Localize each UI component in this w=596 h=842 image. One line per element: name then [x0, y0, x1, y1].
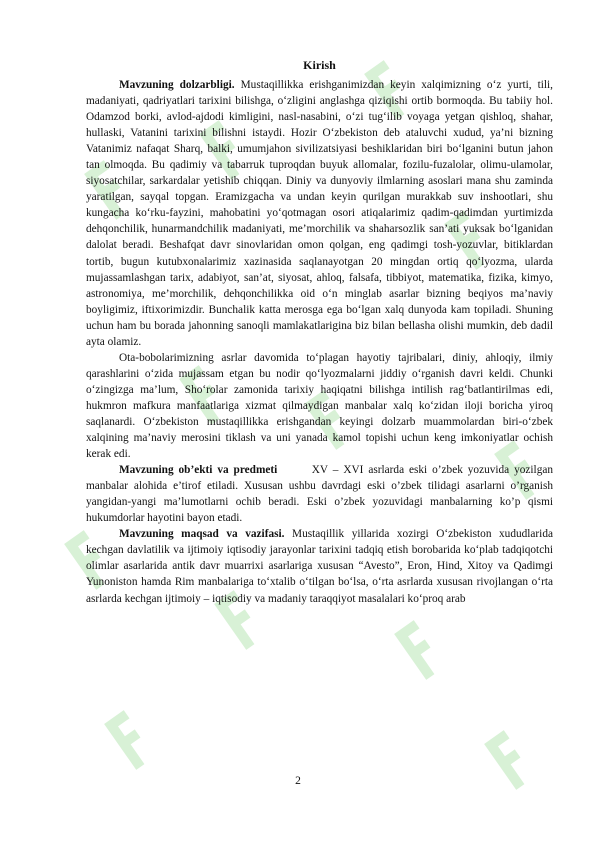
paragraph — [86, 526, 553, 606]
page-number: 2 — [295, 775, 301, 787]
paragraph-text: Mustaqillikka erishganimizdan keyin xalqimizning o‘z yurti, tili, madaniyati, qadriyatlari tarixini bilishga, o‘zligini anglashga qiziqishi ortib bormoqda. Bu tabiiy hol. Odamzod borki, avlod-ajdodi kimligini, nasl-nasabini, o‘zi tug‘ilib voyaga yetgan qishloq, shahar, hullaski, Vatanini tarixini bilishni istaydi. Hozir O‘zbekiston deb ataluvchi xudud, ya’ni bizning Vatanimiz nafaqat Sharq, balki, umumjahon sivilizatsiyasi beshiklaridan biri bo‘lganini butun jahon tan olmoqda. Bu qadimiy va tabarruk tuproqdan buyuk allomalar, fozilu-fuzalolar, olimu-ulamolar, siyosatchilar, sarkardalar yetishib chiqqan. Diniy va dunyoviy ilmlarning asoslari mana shu zaminda yaratilgan, sayqal topgan. Eramizgacha va undan keyin qurilgan murakkab suv inshootlari, shu kungacha ko‘rku-fayzini, mahobatini yo‘qotmagan osori atiqalarimiz qadim-qadimdan yurtimizda dehqonchilik, hunarmandchilik madaniyati, me’morchilik va shaharsozlik san’ati yuksak bo‘lganidan dalolat beradi. Beshafqat davr sinovlaridan omon qolgan, eng qadimgi tosh-yozuvlar, bitiklardan tortib, bugun kutubxonalarimiz xazinasida saqlanayotgan 20 mingdan ortiq qo‘lyozma, ularda mujassamlashgan tarix, adabiyot, san’at, siyosat, ahloq, falsafa, tibbiyot, matematika, fizika, kimyo, astronomiya, me’morchilik, dehqonchilikka oid o‘n minglab asarlar bizning beqiyos ma’naviy boyligimiz, iftixorimizdir. Bunchalik katta merosga ega bo‘lgan xalq dunyoda kam topiladi. Shuning uchun ham bu borada jahonning sanoqli mamlakatlarigina biz bilan bellasha olishi mumkin, deb dadil ayta olamiz. — [86, 79, 553, 348]
section-heading: Mavzuning ob’ekti va predmeti — [119, 464, 278, 477]
paragraph-text: XV – XVI asrlarda eski o’zbek yozuvida yozilgan manbalar alohida e’tirof etiladi. Xususan ushbu davrdagi eski o’zbek tilidagi asarlarni o’rganish yangidan-yangi ma’lumotlarni ochib beradi. Eski o’zbek yozuvidagi manbalarning ko’p qismi hukumdorlar hayotini bayon etadi. — [86, 464, 554, 525]
watermark-mark — [394, 620, 446, 680]
section-heading: Mavzuning maqsad va vazifasi. — [119, 528, 285, 541]
page-title: Kirish — [303, 58, 336, 72]
paragraph — [86, 462, 553, 526]
paragraph-text: Mustaqillik yillarida xozirgi O‘zbekiston xududlarida kechgan davlatilik va ijtimoiy iqtisodiy jarayonlar tarixini tadqiq etish borobarida ko‘plab tadqiqotchi olimlar asarlarida antik davr muarrixi asarlariga xususan “Avesto”, Eron, Hind, Xitoy va Qadimgi Yunoniston hamda Rim manbalariga to‘xtalib o‘tilgan bo‘lsa, o‘rta asrlarda xususan rivojlangan o‘rta asrlarda kechgan ijtimoiy – iqtisodiy va madaniy taraqqiyot masalalari ko‘proq arab — [86, 528, 553, 605]
watermark-mark — [104, 710, 156, 770]
paragraph-text: Ota-bobolarimizning asrlar davomida to‘plagan hayotiy tajribalari, diniy, ahloqiy, ilmiy qarashlarini o‘zida mujassam etgan bu nodir qo‘lyozmalarni jiddiy o‘rganish davri keldi. Chunki o‘zingizga ma’lum, Sho‘rolar zamonida tarixiy haqiqatni bilishga intilish rag‘batlantirilmas edi, hukmron mafkura manfaatlariga xizmat qilmaydigan manbalar xalq ko‘zidan iloji boricha yiroq saqlanardi. O‘zbekiston mustaqillikka erishgandan keyingi dolzarb muammolardan biri-o‘zbek xalqining ma’naviy merosini tiklash va uni yanada kamol topishi uchun keng imkoniyatlar ochish kerak edi. — [86, 351, 553, 461]
paragraph — [86, 77, 553, 350]
section-heading: Mavzuning dolzarbligi. — [119, 79, 235, 91]
document-body — [86, 57, 553, 607]
paragraph — [86, 350, 553, 462]
